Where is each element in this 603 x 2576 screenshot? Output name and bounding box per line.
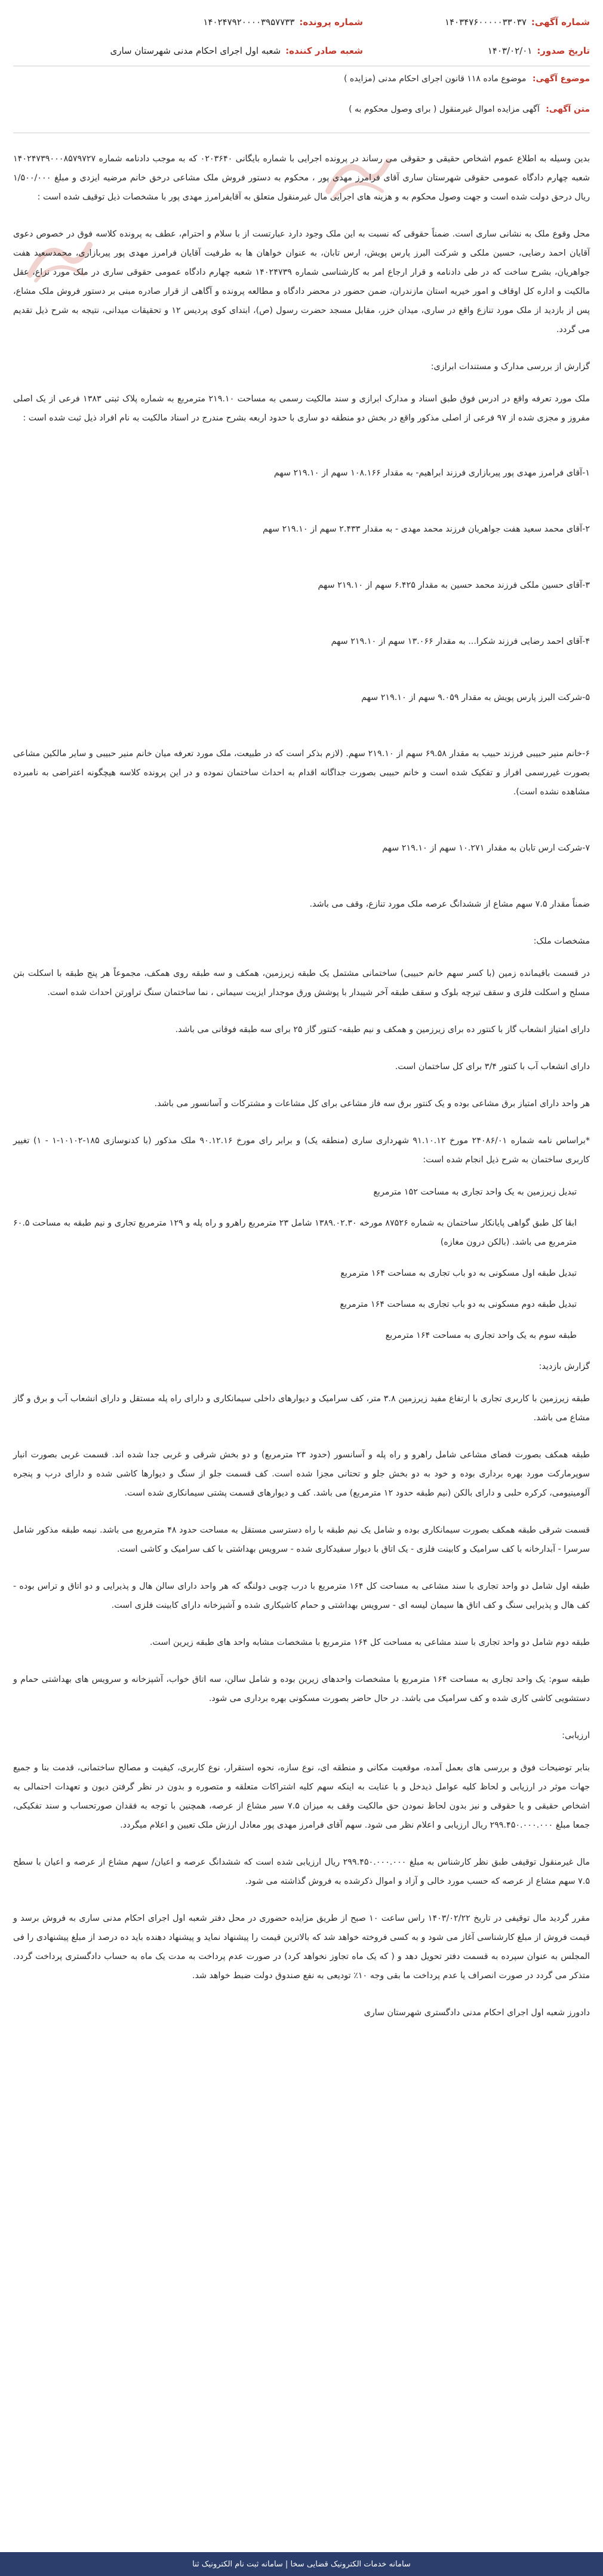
- subject-text: موضوع ماده ۱۱۸ قانون اجرای احکام مدنی (مزایده ): [343, 74, 527, 84]
- third-floor-paragraph: طبقه سوم: یک واحد تجاری به مساحت ۱۶۴ مترمربع با مشخصات واحدهای زیرین بوده و شامل سالن، سه اتاق خواب، آشپزخانه و سرویس های بهداشتی حمام و دستشویی کاشی کاری شده و کف سرامیک می باشد. در حال حاضر بصورت مسکونی بهره برداری می شود.: [13, 1675, 590, 1703]
- issue-date-value: ۱۴۰۳/۰۲/۰۱: [487, 45, 533, 56]
- issuer-value: شعبه اول اجرای احکام مدنی شهرستان ساری: [110, 45, 281, 56]
- owner-item: ۴-آقای احمد رضایی فرزند شکرا... به مقدار ۱۳.۰۶۶ سهم از ۲۱۹.۱۰ سهم: [331, 637, 590, 646]
- first-floor-paragraph: طبقه اول شامل دو واحد تجاری با سند مشاعی به مساحت کل ۱۶۴ مترمربع با درب چوبی دولنگه که هر واحد دارای سالن هال و پذیرایی و دو اتاق و تراس بوده - کف هال و پذیرایی سنگ و کف اتاق ها سیمان لیسه ای - سرویس بهداشتی و حمام کاشیکاری شده و آشپزخانه دارای کابینت فلزی است.: [13, 1582, 590, 1610]
- owner-item: ۱-آقای فرامرز مهدی پور پیربازاری فرزند ابراهیم- به مقدار ۱۰۸.۱۶۶ سهم از ۲۱۹.۱۰ سهم: [273, 468, 590, 478]
- ad-text-label: متن آگهی:: [546, 105, 590, 114]
- usage-change-item: تبدیل طبقه دوم مسکونی به دو باب تجاری به مساحت ۱۶۴ مترمربع: [340, 1300, 577, 1309]
- ground-floor-paragraph: طبقه همکف بصورت فضای مشاعی شامل راهرو و راه پله و آسانسور (حدود ۲۳ مترمربع) و دو بخش شرقی و غربی جدا شده اند. قسمت غربی بصورت انبار سوپرمارکت مورد بهره برداری بوده و خود به دو بخش جلو و تحتانی مجزا شده است. کف قسمت جلو از سنگ و دیوارها کاشی شده و دارای درب و پنجره آلومینیومی، کرکره حلبی و دارای بالکن (نیم طبقه حدود ۱۲ مترمربع) می باشد. کف و دیوارهای قسمت پشتی سیمانکاری شده است.: [13, 1450, 590, 1498]
- notice-subject: [13, 74, 590, 84]
- issuer-label: شعبه صادر کننده:: [285, 45, 363, 56]
- signature-line: دادورز شعبه اول اجرای احکام مدنی دادگستری شهرستان ساری: [364, 2008, 590, 2018]
- owner-item: ۷-شرکت ارس تابان به مقدار ۱۰.۲۷۱ سهم از ۲۱۹.۱۰ سهم: [382, 843, 590, 853]
- issuer-row: [110, 45, 364, 56]
- subject-label: موضوع آگهی:: [532, 74, 590, 84]
- owner-item: ۵-شرکت البرز پارس پویش به مقدار ۹.۰۵۹ سهم از ۲۱۹.۱۰ سهم: [361, 693, 590, 702]
- ad-number-value: ۱۴۰۳۴۷۶۰۰۰۰۰۳۳۰۳۷: [444, 17, 527, 27]
- notice-ad-text: [13, 105, 590, 114]
- usage-change-item: تبدیل طبقه اول مسکونی به دو باب تجاری به مساحت ۱۶۴ مترمربع: [340, 1269, 577, 1278]
- water-paragraph: دارای انشعاب آب با کنتور ۳/۴ برای کل ساختمان است.: [395, 1062, 590, 1071]
- sale-value-paragraph: مال غیرمنقول توقیفی طبق نظر کارشناس به مبلغ ۲۹۹.۴۵۰.۰۰۰.۰۰۰ ریال ارزیابی شده است که ششدانگ عرصه و اعیان/ سهم مشاع از عرصه و اعیان با سطح ۷.۵ سهم مشاع از عرصه که حسب مورد خالی و آزاد و اموال ذکرشده به فروش گذاشته می شود.: [13, 1857, 590, 1886]
- owner-item: ۳-آقای حسین ملکی فرزند محمد حسین به مقدار ۶.۴۲۵ سهم از ۲۱۹.۱۰ سهم: [318, 581, 590, 590]
- footer-links[interactable]: سامانه خدمات الکترونیک قضایی سخا | سامانه ثبت نام الکترونیک ثنا: [192, 2559, 411, 2569]
- section-heading-specs: مشخصات ملک:: [533, 937, 590, 946]
- owner-item: ۶-خانم منیر حبیبی فرزند حبیب به مقدار ۶۹.۵۸ سهم از ۲۱۹.۱۰ سهم. (لازم بذکر است که در طبیعت، ملک مورد تعرفه میان خانم منیر حبیبی و سایر مالکین مشاعی بصورت غیررسمی افراز و تفکیک شده است و خانم حبیبی بصورت جداگانه اقدام به احداث ساختمان نموده و در این پرونده کلاسه هیچگونه اعتراضی به نامبرده مشاهده نشده است).: [13, 749, 590, 797]
- section-heading-inspection: گزارش بازدید:: [539, 1362, 590, 1371]
- building-paragraph: در قسمت باقیمانده زمین (با کسر سهم خانم حبیبی) ساختمانی مشتمل یک طبقه زیرزمین، همکف و سه طبقه روی همکف، مجموعاً هر پنج طبقه با اسکلت بتن مسلح و اسکلت فلزی و سقف تیرچه بلوک و سقف طبقه آخر شیبدار با پوشش ورق موجدار ایزیت سیمانی ، نما ساختمان سنگ تراورتن احداث شده است.: [13, 969, 590, 997]
- usage-change-item: ابقا کل طبق گواهی پایانکار ساختمان به شماره ۸۷۵۲۶ مورخه ۱۳۸۹.۰۲.۳۰ شامل ۲۳ مترمربع راهرو و راه پله و ۱۲۹ مترمربع تجاری و نیم طبقه به مساحت ۶۰.۵ مترمربع می باشد. (بالکن درون مغازه): [13, 1218, 577, 1247]
- valuation-paragraph: بنابر توضیحات فوق و بررسی های بعمل آمده، موقعیت مکانی و منطقه ای، نوع سازه، نحوه استقرار، نوع کاربری، کیفیت و مصالح ساختمانی، قدمت بنا و جمیع جهات موثر در ارزیابی و لحاظ کلیه عوامل ذیدخل و با عنایت به اینکه سهم کلیه اشتراکات متعلقه و متصوره و بدون در نظر گرفتن دیون و تعهدات احتمالی به اشخاص حقیقی و یا حقوقی و نیز بدون لحاظ نمودن حق مالکیت وقف به میزان ۷.۵ سیر مشاع از عرصه، همچنین با توجه به فقدان صورتحساب و سند تفکیکی، جمعا مبلغ ۲۹۹.۴۵۰.۰۰۰.۰۰۰ ریال ارزیابی و اعلام نظر می شود. سهم آقای فرامرز مهدی پور معادل ارزش ملک تعیین و اعلام میگردد.: [13, 1763, 590, 1830]
- electricity-paragraph: هر واحد دارای امتیاز برق مشاعی بوده و یک کنتور برق سه فاز مشاعی برای کل مشاعات و مشترکات و آسانسور می باشد.: [154, 1099, 590, 1109]
- issue-date-label: تاریخ صدور:: [537, 45, 590, 56]
- usage-change-item: تبدیل زیرزمین به یک واحد تجاری به مساحت ۱۵۲ مترمربع: [373, 1187, 577, 1197]
- case-number-value: ۱۴۰۲۴۷۹۲۰۰۰۰۳۹۵۷۷۳۳: [203, 17, 295, 27]
- basement-paragraph: طبقه زیرزمین با کاربری تجاری با ارتفاع مفید زیرزمین ۳.۸ متر، کف سرامیک و دیوارهای داخلی سیمانکاری و دارای راه پله مستقل و دارای انشعاب آب و برق و گاز مشاع می باشد.: [13, 1394, 590, 1423]
- usage-change-item: طبقه سوم به یک واحد تجاری به مساحت ۱۶۴ مترمربع: [385, 1331, 577, 1340]
- case-number-row: [203, 17, 363, 27]
- section-heading-valuation: ارزیابی:: [562, 1731, 590, 1740]
- waqf-paragraph: ضمناً مقدار ۷.۵ سهم مشاع از ششدانگ عرصه ملک مورد تنازع، وقف می باشد.: [309, 899, 590, 909]
- owner-item: ۲-آقای محمد سعید هفت جواهریان فرزند محمد مهدی - به مقدار ۲.۴۳۳ سهم از ۲۱۹.۱۰ سهم: [262, 524, 590, 534]
- notice-body: [13, 149, 590, 2022]
- usage-change-paragraph: *براساس نامه شماره ۲۴۰۸۶/۰۱ مورخ ۹۱.۱۰.۱۲ شهرداری ساری (منطقه یک) و برابر رای مورخ ۹۰.۱۲.۱۶ ملک مذکور (با کدنوسازی ۱۸۵-۱۰۱۰۲-۱ - ۱) تغییر کاربری ساختمان به شرح ذیل انجام شده است:: [13, 1136, 590, 1165]
- property-deed-paragraph: ملک مورد تعرفه واقع در ادرس فوق طبق اسناد و مدارک ابرازی و سند مالکیت رسمی به مساحت ۲۱۹.۱۰ مترمربع به شماره پلاک ثبتی ۱۳۸۳ فرعی از یک اصلی مفروز و مجزی شده از ۹۷ فرعی از اصلی مذکور واقع در بخش دو منطقه دو ساری با حدود اربعه بشرح مندرج در اسناد مالکیت به نام افراد ذیل ثبت شده است :: [13, 394, 590, 423]
- location-paragraph: محل وقوع ملک به نشانی ساری است. ضمناً حقوقی که نسبت به این ملک وجود دارد عبارتست از با سلام و احترام، عطف به پرونده کلاسه فوق در خصوص دعوی آقایان احمد رضایی، حسین ملکی و شرکت البرز پارس پویش، ارس تابان، به عنوان خواهان ها به طرفیت آقایان فرامرز مهدی پور پیربازاری، محمدسعید هفت جواهریان، بشرح ساخت که در طی دادنامه و قرار ارجاع امر به کارشناسی شماره ۱۴۰۲۴۷۳۹ شعبه چهارم دادگاه عمومی حقوقی ساری در ملک مورد نزاع، عقل مالکیت و اداره کل اوقاف و امور خیریه استان مازندران، ضمن حضور در محضر دادگاه و مطالعه پرونده و آگاهی از قرار صادره مبنی بر دستور فروش ملک مشاع، پس از بازدید از ملک مورد تنازع واقع در ساری، میدان خزر، مقابل مسجد حضرت رسول (ص)، ابتدای کوی پردیس ۱۲ و تحقیقات میدانی، نتیجه به شرح ذیل تقدیم می گردد.: [13, 229, 590, 334]
- notice-header: [13, 17, 590, 82]
- intro-paragraph: بدین وسیله به اطلاع عموم اشخاص حقیقی و حقوقی می رساند در پرونده اجرایی با شماره بایگانی ۰۲۰۳۶۴۰ که به موجب دادنامه شماره ۱۴۰۲۴۷۳۹۰۰۰۸۵۷۹۷۲۷ شعبه چهارم دادگاه عمومی حقوقی شهرستان ساری آقای فرامرز مهدی پور ، محکوم به دستور فروش ملک مشاعی درخق خانم مرضیه ایزدی و مبلغ ۱/۵۰۰/۰۰۰ ریال درحق دولت شده است و جهت وصول محکوم به و هزینه های اجرایی مال غیرمنقول متعلق به آقایفرامرز مهدی پور با مشخصات ذیل توقیف شده است :: [13, 154, 590, 202]
- ad-text-value: آگهی مزایده اموال غیرمنقول ( برای وصول محکوم به ): [349, 105, 540, 114]
- ground-east-paragraph: قسمت شرقی طبقه همکف بصورت سیمانکاری بوده و شامل یک نیم طبقه با راه دسترسی مستقل به مساحت حدود ۴۸ مترمربع می باشد. نیمه طبقه مذکور شامل سرسرا - آبدارخانه با کف سرامیک و کابینت فلزی - یک اتاق با دیوار سفیدکاری شده - سرویس بهداشتی با کف سرامیک و کاشی است.: [13, 1525, 590, 1554]
- issue-date-row: [488, 45, 590, 56]
- ad-number-row: [445, 17, 590, 27]
- second-floor-paragraph: طبقه دوم شامل دو واحد تجاری با سند مشاعی به مساحت کل ۱۶۴ مترمربع با مشخصات مشابه واحد های طبقه زیرین است.: [149, 1638, 590, 1647]
- case-number-label: شماره پرونده:: [299, 17, 363, 27]
- ad-number-label: شماره آگهی:: [531, 17, 590, 27]
- section-heading-documents: گزارش از بررسی مدارک و مستندات ابرازی:: [430, 362, 590, 371]
- auction-terms-paragraph: مقرر گردید مال توقیفی در تاریخ ۱۴۰۳/۰۲/۲۲ راس ساعت ۱۰ صبح از طریق مزایده حضوری در محل دفتر شعبه اول اجرای احکام مدنی ساری به فروش برسد و قیمت فروش از مبلغ کارشناسی آغاز می شود و به کسی فروخته خواهد شد که بالاترین قیمت را پیشنهاد نماید و پیشنهاد دهنده باید ده درصد از مبلغ پیشنهادی را فی المجلس به عنوان سپرده به قسمت دفتر تحویل دهد و ( که یک ماه تجاوز نخواهد کرد) در صورت عدم پرداخت به مدت یک ماه به حساب دادگستری پرداخت گردد. متذکر می گردد در صورت انصراف یا عدم پرداخت ما بقی وجه ۱۰٪ تودیعی به نفع صندوق دولت ضبط خواهد شد.: [13, 1914, 590, 1981]
- gas-paragraph: دارای امتیاز انشعاب گاز با کنتور ده برای زیرزمین و همکف و نیم طبقه- کنتور گاز ۲۵ برای سه طبقه فوقانی می باشد.: [175, 1025, 590, 1034]
- site-footer: [0, 2552, 603, 2576]
